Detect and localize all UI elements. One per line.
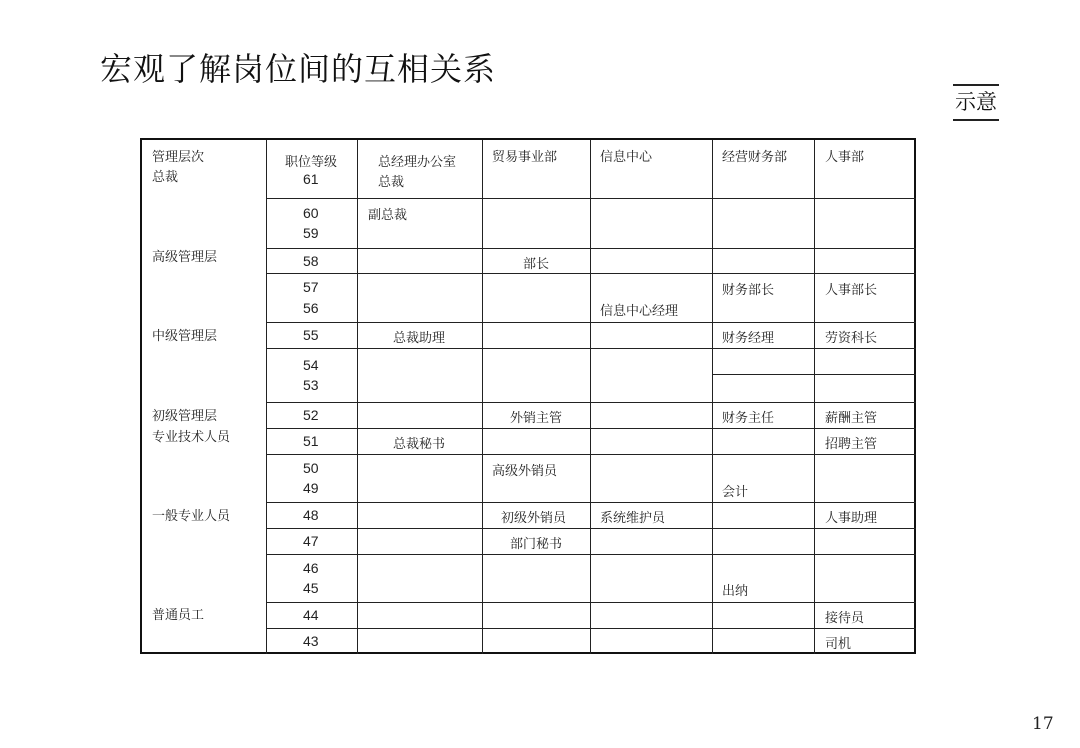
level-junior-management: 初级管理层 xyxy=(152,409,218,424)
position-trade-head: 部长 xyxy=(523,257,550,272)
row-divider xyxy=(266,322,916,323)
grade-53: 53 xyxy=(303,377,319,393)
col-divider xyxy=(590,140,591,654)
level-ordinary-staff: 普通员工 xyxy=(152,608,205,623)
grade-54: 54 xyxy=(303,357,319,373)
header-trade-dept: 贸易事业部 xyxy=(492,150,558,165)
header-office: 总经理办公室 xyxy=(378,155,457,170)
grade-59: 59 xyxy=(303,225,319,241)
position-finance-supervisor: 财务主任 xyxy=(722,411,775,426)
position-info-manager: 信息中心经理 xyxy=(600,304,679,319)
row-divider xyxy=(266,348,916,349)
grade-50: 50 xyxy=(303,460,319,476)
grade-51: 51 xyxy=(303,433,319,449)
header-office-president: 总裁 xyxy=(378,175,405,190)
grade-60: 60 xyxy=(303,205,319,221)
header-grade-61: 61 xyxy=(303,171,319,187)
header-info-center: 信息中心 xyxy=(600,150,653,165)
grade-47: 47 xyxy=(303,533,319,549)
level-senior-management: 高级管理层 xyxy=(152,250,218,265)
grade-57: 57 xyxy=(303,279,319,295)
header-finance-dept: 经营财务部 xyxy=(722,150,788,165)
illustration-badge: 示意 xyxy=(953,84,999,121)
row-divider xyxy=(266,402,916,403)
grade-46: 46 xyxy=(303,560,319,576)
position-accountant: 会计 xyxy=(722,485,749,500)
position-receptionist: 接待员 xyxy=(825,611,865,626)
header-level-col: 管理层次 xyxy=(152,150,205,165)
position-hr-assistant: 人事助理 xyxy=(825,511,878,526)
position-salary-supervisor: 薪酬主管 xyxy=(825,411,878,426)
level-professional-technical: 专业技术人员 xyxy=(152,430,231,445)
row-divider xyxy=(266,554,916,555)
row-divider xyxy=(712,374,916,375)
position-senior-export-sales: 高级外销员 xyxy=(492,464,558,479)
row-divider xyxy=(266,454,916,455)
page-number: 17 xyxy=(1032,714,1054,734)
position-hr-head: 人事部长 xyxy=(825,283,878,298)
position-finance-head: 财务部长 xyxy=(722,283,775,298)
col-divider xyxy=(266,140,267,654)
level-general-professional: 一般专业人员 xyxy=(152,509,231,524)
row-divider xyxy=(266,602,916,603)
grade-44: 44 xyxy=(303,607,319,623)
position-finance-manager: 财务经理 xyxy=(722,331,775,346)
position-president-assistant: 总裁助理 xyxy=(393,331,446,346)
position-driver: 司机 xyxy=(825,637,852,652)
position-junior-export-sales: 初级外销员 xyxy=(501,511,567,526)
header-hr-dept: 人事部 xyxy=(825,150,865,165)
grade-58: 58 xyxy=(303,253,319,269)
row-divider xyxy=(266,528,916,529)
row-divider xyxy=(266,198,916,199)
grade-49: 49 xyxy=(303,480,319,496)
position-vice-president: 副总裁 xyxy=(368,208,408,223)
position-recruit-supervisor: 招聘主管 xyxy=(825,437,878,452)
header-grade-col: 职位等级 xyxy=(285,155,338,170)
position-export-sales-supervisor: 外销主管 xyxy=(510,411,563,426)
row-divider xyxy=(266,502,916,503)
col-divider xyxy=(482,140,483,654)
position-dept-secretary: 部门秘书 xyxy=(510,537,563,552)
row-divider xyxy=(266,628,916,629)
position-labor-chief: 劳资科长 xyxy=(825,331,878,346)
col-divider xyxy=(357,140,358,654)
col-divider xyxy=(712,140,713,654)
header-level-president: 总裁 xyxy=(152,170,179,185)
page-title: 宏观了解岗位间的互相关系 xyxy=(100,50,497,88)
grade-52: 52 xyxy=(303,407,319,423)
row-divider xyxy=(266,248,916,249)
position-system-maintainer: 系统维护员 xyxy=(600,511,666,526)
grade-55: 55 xyxy=(303,327,319,343)
grade-43: 43 xyxy=(303,633,319,649)
position-cashier: 出纳 xyxy=(722,584,749,599)
position-level-table xyxy=(140,138,916,654)
row-divider xyxy=(266,428,916,429)
row-divider xyxy=(266,273,916,274)
grade-45: 45 xyxy=(303,580,319,596)
grade-56: 56 xyxy=(303,300,319,316)
level-middle-management: 中级管理层 xyxy=(152,329,218,344)
grade-48: 48 xyxy=(303,507,319,523)
position-president-secretary: 总裁秘书 xyxy=(393,437,446,452)
col-divider xyxy=(814,140,815,654)
